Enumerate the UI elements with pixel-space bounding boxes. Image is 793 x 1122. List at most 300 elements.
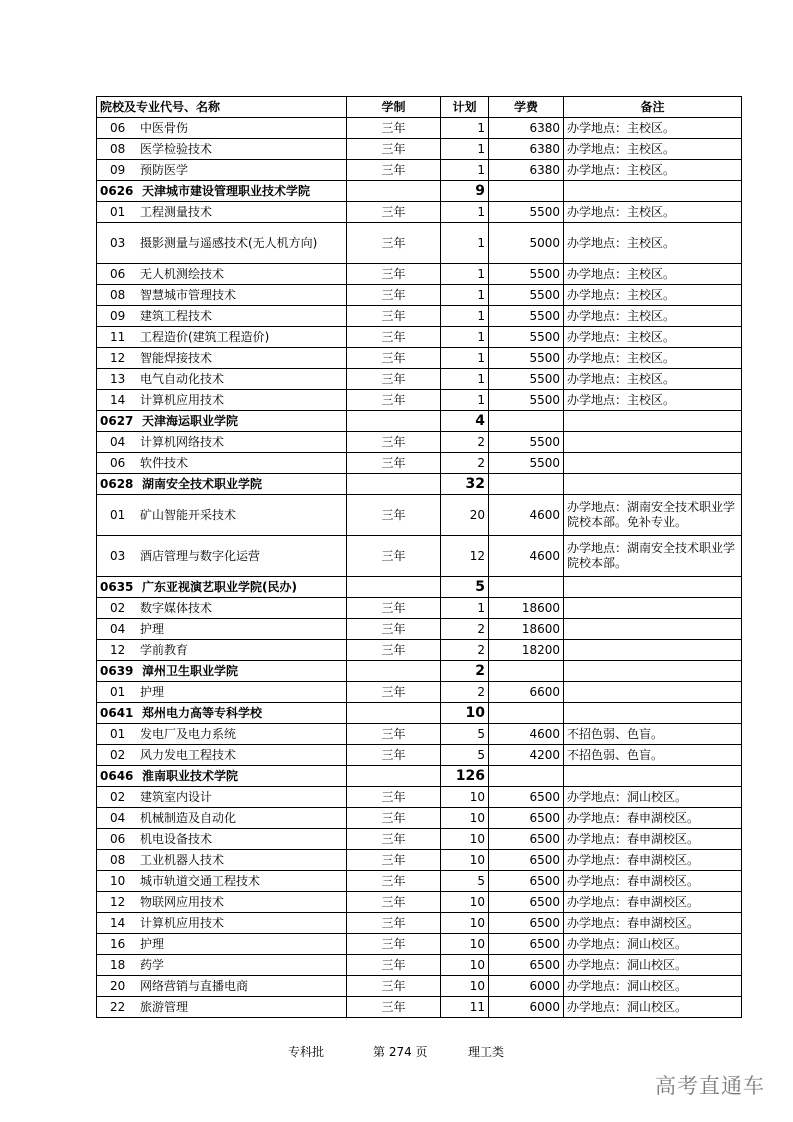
major-notes: 办学地点：洞山校区。 — [564, 997, 742, 1018]
school-duration-cell — [347, 181, 441, 202]
school-duration-cell — [347, 577, 441, 598]
major-duration: 三年 — [347, 390, 441, 411]
major-tuition: 6380 — [489, 139, 564, 160]
major-duration: 三年 — [347, 139, 441, 160]
major-tuition: 4600 — [489, 495, 564, 536]
major-name: 护理 — [140, 936, 165, 951]
major-name: 旅游管理 — [140, 999, 189, 1014]
major-code: 03 — [110, 235, 126, 250]
footer-category: 理工类 — [468, 1045, 505, 1059]
major-duration: 三年 — [347, 327, 441, 348]
major-row — [97, 934, 742, 955]
major-notes: 办学地点：主校区。 — [564, 285, 742, 306]
major-cell — [97, 264, 347, 285]
school-notes-cell — [564, 474, 742, 495]
major-row — [97, 724, 742, 745]
major-plan: 10 — [441, 850, 489, 871]
major-tuition: 18200 — [489, 640, 564, 661]
school-plan-total: 9 — [441, 181, 489, 202]
major-duration: 三年 — [347, 640, 441, 661]
major-row — [97, 787, 742, 808]
major-tuition: 6500 — [489, 955, 564, 976]
header-name: 院校及专业代号、名称 — [97, 97, 347, 118]
major-plan: 2 — [441, 432, 489, 453]
major-tuition: 5500 — [489, 264, 564, 285]
school-tuition-cell — [489, 766, 564, 787]
major-duration: 三年 — [347, 619, 441, 640]
major-tuition: 5500 — [489, 306, 564, 327]
major-name: 工业机器人技术 — [140, 852, 225, 867]
major-cell — [97, 724, 347, 745]
major-code: 14 — [110, 915, 126, 930]
school-cell — [97, 411, 347, 432]
major-plan: 20 — [441, 495, 489, 536]
header-plan: 计划 — [441, 97, 489, 118]
school-duration-cell — [347, 411, 441, 432]
major-name: 预防医学 — [140, 162, 189, 177]
major-duration: 三年 — [347, 160, 441, 181]
major-cell — [97, 871, 347, 892]
major-code: 16 — [110, 936, 126, 951]
major-cell — [97, 640, 347, 661]
major-notes: 办学地点：春申湖校区。 — [564, 829, 742, 850]
major-plan: 5 — [441, 871, 489, 892]
footer-page-number: 第 274 页 — [373, 1045, 428, 1059]
school-tuition-cell — [489, 181, 564, 202]
school-duration-cell — [347, 661, 441, 682]
major-row — [97, 223, 742, 264]
major-name: 机电设备技术 — [140, 831, 213, 846]
header-notes: 备注 — [564, 97, 742, 118]
school-notes-cell — [564, 766, 742, 787]
school-plan-total: 5 — [441, 577, 489, 598]
major-code: 09 — [110, 162, 126, 177]
major-plan: 1 — [441, 118, 489, 139]
major-cell — [97, 118, 347, 139]
major-notes — [564, 619, 742, 640]
major-tuition: 18600 — [489, 619, 564, 640]
major-duration: 三年 — [347, 787, 441, 808]
major-row — [97, 306, 742, 327]
major-tuition: 18600 — [489, 598, 564, 619]
major-code: 04 — [110, 621, 126, 636]
major-cell — [97, 598, 347, 619]
major-row — [97, 997, 742, 1018]
major-duration: 三年 — [347, 453, 441, 474]
watermark-text: 高考直通车 — [655, 1074, 765, 1098]
major-cell — [97, 453, 347, 474]
major-duration: 三年 — [347, 432, 441, 453]
table-header-row — [97, 97, 742, 118]
major-plan: 10 — [441, 787, 489, 808]
major-code: 18 — [110, 957, 126, 972]
major-code: 08 — [110, 287, 126, 302]
major-plan: 10 — [441, 934, 489, 955]
major-duration: 三年 — [347, 536, 441, 577]
school-cell — [97, 661, 347, 682]
major-duration: 三年 — [347, 850, 441, 871]
school-cell — [97, 577, 347, 598]
major-name: 建筑工程技术 — [140, 308, 213, 323]
major-tuition: 4600 — [489, 724, 564, 745]
major-notes: 办学地点：春申湖校区。 — [564, 871, 742, 892]
major-row — [97, 745, 742, 766]
major-notes: 办学地点：主校区。 — [564, 118, 742, 139]
major-duration: 三年 — [347, 306, 441, 327]
major-row — [97, 285, 742, 306]
major-duration: 三年 — [347, 118, 441, 139]
major-tuition: 6500 — [489, 850, 564, 871]
major-tuition: 5500 — [489, 348, 564, 369]
major-code: 04 — [110, 810, 126, 825]
major-tuition: 5500 — [489, 369, 564, 390]
major-duration: 三年 — [347, 913, 441, 934]
major-tuition: 6380 — [489, 118, 564, 139]
major-notes: 办学地点：主校区。 — [564, 160, 742, 181]
major-plan: 10 — [441, 808, 489, 829]
major-row — [97, 453, 742, 474]
school-code: 0628 — [100, 476, 134, 491]
school-plan-total: 126 — [441, 766, 489, 787]
footer-batch: 专科批 — [288, 1045, 325, 1059]
major-tuition: 5500 — [489, 327, 564, 348]
major-name: 数字媒体技术 — [140, 600, 213, 615]
major-row — [97, 348, 742, 369]
major-code: 12 — [110, 894, 126, 909]
major-plan: 10 — [441, 892, 489, 913]
school-code: 0635 — [100, 579, 134, 594]
major-cell — [97, 432, 347, 453]
school-name: 湖南安全技术职业学院 — [142, 476, 263, 491]
major-tuition: 5500 — [489, 453, 564, 474]
major-code: 14 — [110, 392, 126, 407]
major-code: 01 — [110, 507, 126, 522]
major-row — [97, 976, 742, 997]
major-notes: 办学地点：主校区。 — [564, 223, 742, 264]
school-row — [97, 411, 742, 432]
major-cell — [97, 808, 347, 829]
major-plan: 2 — [441, 619, 489, 640]
major-row — [97, 327, 742, 348]
major-cell — [97, 348, 347, 369]
major-notes: 办学地点：主校区。 — [564, 139, 742, 160]
major-row — [97, 871, 742, 892]
major-plan: 1 — [441, 598, 489, 619]
school-code: 0646 — [100, 768, 134, 783]
major-plan: 1 — [441, 223, 489, 264]
school-name: 天津城市建设管理职业技术学院 — [142, 183, 311, 198]
major-plan: 11 — [441, 997, 489, 1018]
major-row — [97, 118, 742, 139]
major-plan: 1 — [441, 369, 489, 390]
major-name: 计算机应用技术 — [140, 392, 225, 407]
major-notes — [564, 682, 742, 703]
major-row — [97, 850, 742, 871]
major-tuition: 6380 — [489, 160, 564, 181]
school-name: 漳州卫生职业学院 — [142, 663, 239, 678]
major-duration: 三年 — [347, 495, 441, 536]
school-tuition-cell — [489, 577, 564, 598]
major-duration: 三年 — [347, 724, 441, 745]
school-code: 0639 — [100, 663, 134, 678]
major-notes: 办学地点：湖南安全技术职业学院校本部。免补专业。 — [564, 495, 742, 536]
major-notes: 办学地点：主校区。 — [564, 202, 742, 223]
school-plan-total: 4 — [441, 411, 489, 432]
major-name: 学前教育 — [140, 642, 189, 657]
major-name: 摄影测量与遥感技术(无人机方向) — [140, 235, 318, 250]
major-plan: 12 — [441, 536, 489, 577]
major-cell — [97, 327, 347, 348]
major-plan: 5 — [441, 745, 489, 766]
school-row — [97, 181, 742, 202]
major-row — [97, 892, 742, 913]
major-plan: 1 — [441, 139, 489, 160]
major-code: 06 — [110, 120, 126, 135]
major-duration: 三年 — [347, 285, 441, 306]
major-tuition: 6500 — [489, 934, 564, 955]
major-code: 20 — [110, 978, 126, 993]
school-duration-cell — [347, 766, 441, 787]
major-cell — [97, 913, 347, 934]
major-cell — [97, 934, 347, 955]
school-cell — [97, 474, 347, 495]
major-code: 01 — [110, 726, 126, 741]
major-notes: 办学地点：春申湖校区。 — [564, 892, 742, 913]
major-plan: 2 — [441, 640, 489, 661]
major-row — [97, 829, 742, 850]
major-notes: 办学地点：主校区。 — [564, 264, 742, 285]
major-notes: 办学地点：春申湖校区。 — [564, 913, 742, 934]
major-row — [97, 640, 742, 661]
major-row — [97, 264, 742, 285]
major-cell — [97, 495, 347, 536]
major-plan: 1 — [441, 202, 489, 223]
school-duration-cell — [347, 474, 441, 495]
major-code: 13 — [110, 371, 126, 386]
major-name: 中医骨伤 — [140, 120, 189, 135]
major-code: 08 — [110, 141, 126, 156]
major-plan: 1 — [441, 327, 489, 348]
major-tuition: 6500 — [489, 892, 564, 913]
school-tuition-cell — [489, 661, 564, 682]
major-code: 09 — [110, 308, 126, 323]
school-code: 0627 — [100, 413, 134, 428]
major-notes — [564, 640, 742, 661]
school-code: 0626 — [100, 183, 134, 198]
major-duration: 三年 — [347, 202, 441, 223]
major-row — [97, 598, 742, 619]
major-cell — [97, 369, 347, 390]
major-code: 06 — [110, 266, 126, 281]
major-duration: 三年 — [347, 829, 441, 850]
header-duration: 学制 — [347, 97, 441, 118]
school-plan-total: 2 — [441, 661, 489, 682]
major-name: 城市轨道交通工程技术 — [140, 873, 261, 888]
major-notes: 办学地点：主校区。 — [564, 369, 742, 390]
school-notes-cell — [564, 411, 742, 432]
major-code: 02 — [110, 747, 126, 762]
major-cell — [97, 997, 347, 1018]
school-tuition-cell — [489, 703, 564, 724]
major-row — [97, 202, 742, 223]
major-cell — [97, 223, 347, 264]
major-notes: 办学地点：湖南安全技术职业学院校本部。 — [564, 536, 742, 577]
major-tuition: 6500 — [489, 787, 564, 808]
major-row — [97, 139, 742, 160]
major-cell — [97, 955, 347, 976]
major-name: 矿山智能开采技术 — [140, 507, 237, 522]
major-plan: 1 — [441, 348, 489, 369]
school-row — [97, 577, 742, 598]
major-notes: 办学地点：洞山校区。 — [564, 934, 742, 955]
major-duration: 三年 — [347, 264, 441, 285]
school-notes-cell — [564, 181, 742, 202]
major-plan: 1 — [441, 264, 489, 285]
major-tuition: 6000 — [489, 997, 564, 1018]
major-plan: 1 — [441, 390, 489, 411]
major-plan: 10 — [441, 829, 489, 850]
major-row — [97, 955, 742, 976]
major-tuition: 5500 — [489, 432, 564, 453]
major-name: 计算机网络技术 — [140, 434, 225, 449]
major-name: 护理 — [140, 621, 165, 636]
major-cell — [97, 619, 347, 640]
major-tuition: 6000 — [489, 976, 564, 997]
major-row — [97, 369, 742, 390]
major-notes: 办学地点：主校区。 — [564, 348, 742, 369]
major-code: 12 — [110, 350, 126, 365]
major-cell — [97, 745, 347, 766]
school-row — [97, 766, 742, 787]
major-row — [97, 390, 742, 411]
major-tuition: 5500 — [489, 202, 564, 223]
major-name: 风力发电工程技术 — [140, 747, 237, 762]
major-plan: 10 — [441, 976, 489, 997]
school-row — [97, 703, 742, 724]
major-notes — [564, 453, 742, 474]
major-notes: 办学地点：主校区。 — [564, 390, 742, 411]
major-name: 软件技术 — [140, 455, 189, 470]
major-notes: 办学地点：洞山校区。 — [564, 787, 742, 808]
major-name: 工程造价(建筑工程造价) — [140, 329, 270, 344]
major-notes: 办学地点：洞山校区。 — [564, 955, 742, 976]
school-row — [97, 661, 742, 682]
major-code: 22 — [110, 999, 126, 1014]
school-tuition-cell — [489, 411, 564, 432]
major-plan: 1 — [441, 285, 489, 306]
major-name: 物联网应用技术 — [140, 894, 225, 909]
major-tuition: 6500 — [489, 913, 564, 934]
major-plan: 10 — [441, 955, 489, 976]
major-row — [97, 913, 742, 934]
school-row — [97, 474, 742, 495]
major-cell — [97, 390, 347, 411]
major-notes: 办学地点：主校区。 — [564, 327, 742, 348]
major-name: 智能焊接技术 — [140, 350, 213, 365]
major-duration: 三年 — [347, 892, 441, 913]
major-row — [97, 536, 742, 577]
major-name: 建筑室内设计 — [140, 789, 213, 804]
major-plan: 10 — [441, 913, 489, 934]
major-code: 10 — [110, 873, 126, 888]
major-cell — [97, 850, 347, 871]
major-cell — [97, 306, 347, 327]
major-cell — [97, 285, 347, 306]
major-name: 医学检验技术 — [140, 141, 213, 156]
major-name: 发电厂及电力系统 — [140, 726, 237, 741]
major-tuition: 4200 — [489, 745, 564, 766]
major-plan: 2 — [441, 682, 489, 703]
school-notes-cell — [564, 703, 742, 724]
major-duration: 三年 — [347, 682, 441, 703]
school-code: 0641 — [100, 705, 134, 720]
major-duration: 三年 — [347, 223, 441, 264]
major-tuition: 6500 — [489, 829, 564, 850]
major-cell — [97, 892, 347, 913]
major-name: 电气自动化技术 — [140, 371, 225, 386]
major-row — [97, 619, 742, 640]
major-cell — [97, 829, 347, 850]
school-name: 淮南职业技术学院 — [142, 768, 239, 783]
major-tuition: 6500 — [489, 871, 564, 892]
major-code: 04 — [110, 434, 126, 449]
school-name: 天津海运职业学院 — [142, 413, 239, 428]
major-name: 无人机测绘技术 — [140, 266, 225, 281]
major-duration: 三年 — [347, 955, 441, 976]
major-tuition: 5500 — [489, 285, 564, 306]
major-notes: 办学地点：春申湖校区。 — [564, 850, 742, 871]
major-code: 11 — [110, 329, 126, 344]
major-tuition: 6600 — [489, 682, 564, 703]
school-cell — [97, 766, 347, 787]
major-tuition: 5500 — [489, 390, 564, 411]
major-duration: 三年 — [347, 745, 441, 766]
major-code: 02 — [110, 789, 126, 804]
major-duration: 三年 — [347, 976, 441, 997]
major-cell — [97, 160, 347, 181]
major-duration: 三年 — [347, 934, 441, 955]
major-notes: 不招色弱、色盲。 — [564, 724, 742, 745]
school-notes-cell — [564, 661, 742, 682]
major-notes: 办学地点：春申湖校区。 — [564, 808, 742, 829]
major-code: 12 — [110, 642, 126, 657]
school-name: 广东亚视演艺职业学院(民办) — [142, 579, 297, 594]
school-plan-total: 32 — [441, 474, 489, 495]
major-row — [97, 682, 742, 703]
major-tuition: 4600 — [489, 536, 564, 577]
school-duration-cell — [347, 703, 441, 724]
major-cell — [97, 976, 347, 997]
major-duration: 三年 — [347, 369, 441, 390]
major-tuition: 6500 — [489, 808, 564, 829]
major-row — [97, 432, 742, 453]
major-code: 01 — [110, 684, 126, 699]
major-name: 智慧城市管理技术 — [140, 287, 237, 302]
major-code: 06 — [110, 455, 126, 470]
major-code: 06 — [110, 831, 126, 846]
header-tuition: 学费 — [489, 97, 564, 118]
major-name: 护理 — [140, 684, 165, 699]
school-tuition-cell — [489, 474, 564, 495]
major-notes: 办学地点：洞山校区。 — [564, 976, 742, 997]
major-name: 酒店管理与数字化运营 — [140, 548, 261, 563]
major-duration: 三年 — [347, 871, 441, 892]
major-row — [97, 808, 742, 829]
major-plan: 1 — [441, 160, 489, 181]
major-name: 计算机应用技术 — [140, 915, 225, 930]
major-name: 药学 — [140, 957, 165, 972]
major-duration: 三年 — [347, 598, 441, 619]
